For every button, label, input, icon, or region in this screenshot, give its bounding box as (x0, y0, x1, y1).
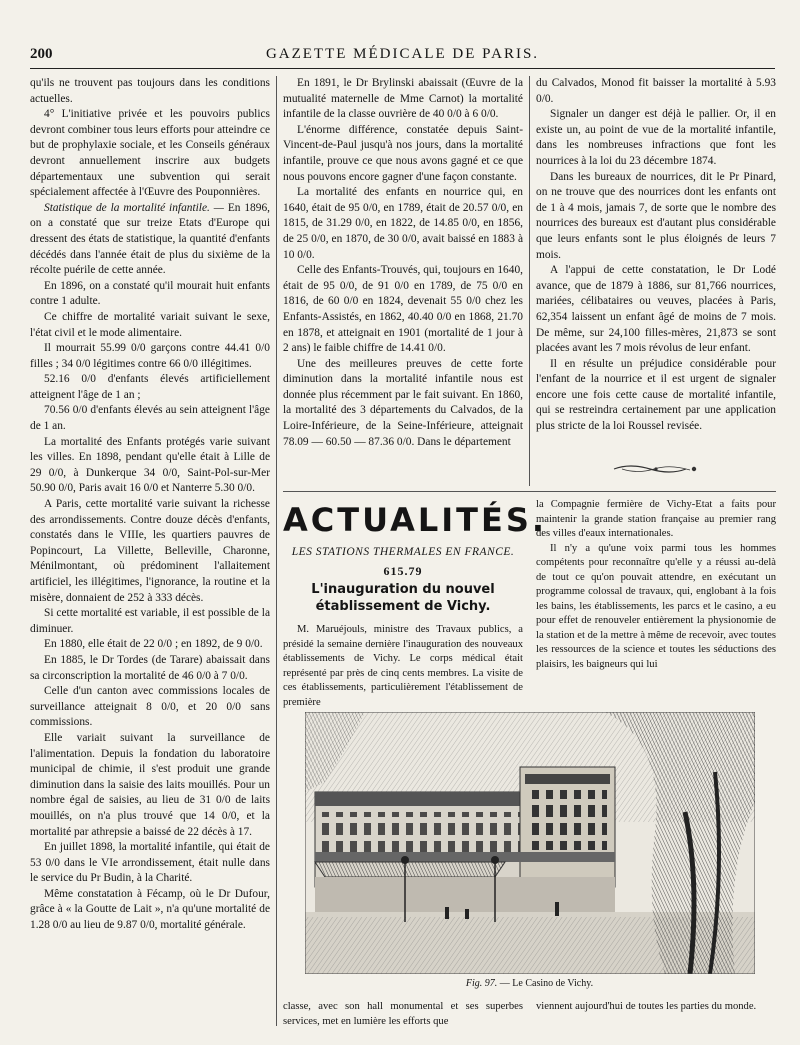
paragraph: Dans les bureaux de nourrices, dit le Pr Pinard, on ne trouve que des nourrices dont les enfants ont de 1 à 4 mois, jamais 7, de sorte que le nombre des nourrices des bureaux est d'autant plus considérable que leurs enfants sont le plus éloignés de leurs 7 mois. (536, 170, 776, 261)
article-body (283, 623, 523, 710)
paragraph: Il n'y a qu'une voix parmi tous les hommes compétents pour reconnaître qu'elle y a réussi au-delà de tout ce qu'on pouvait attendre, en exécutant un programme colossal de travaux, qui, englobant à la fois les bains, les établissements, les parcs et le casino, a eu pour effet de renouveler entièrement la physionomie de la station et de la mettre à même de recevoir, avec toutes les ressources de la science et toutes les séductions des plaisirs, les baigneurs qui lui (536, 542, 776, 670)
paragraph: A Paris, cette mortalité varie suivant la richesse des arrondissements. Contre douze décès d'enfants, constatés dans le VIIIe, les quartiers pauvres de Popincourt, La Villette, Belleville, Charonne, Ménilmontant, où prédominent l'allaitement artificiel, les illégitimes, l'ignorance, la routine et la misère, donnaient de 252 à 333 décès. (30, 498, 270, 604)
figure-label: Fig. 97. (465, 978, 498, 989)
section-divider (283, 491, 776, 492)
paragraph-text: En 1896, on a constaté que sur treize Etats d'Europe qui dressent des états de statistique, la quantité d'enfants décédés dans l'année était de plus du sixième de la récolte puérile de cette année. (30, 201, 270, 277)
paragraph: Elle variait suivant la surveillance de l'alimentation. Depuis la fondation du laboratoire municipal de chimie, il s'est produit une grande diminution dans la saisie des laits mouillés. Pour un nombre égal de saisies, au lieu de 31 0/0 de laits mouillés, on n'a plus trouvé que 14 0/0, et la mortalité par athrepsie a baissé de 22 décès à 17. (30, 731, 270, 838)
paragraph: 52.16 0/0 d'enfants élevés artificiellement atteignent l'âge de 1 an ; (30, 373, 270, 401)
article-headline: L'inauguration du nouvel établissement de Vichy. (311, 582, 495, 614)
page-header (30, 44, 775, 69)
paragraph: la Compagnie fermière de Vichy-Etat a faits pour maintenir la grande station française au premier rang des villes d'eaux internationales. (536, 499, 776, 539)
paragraph: La mortalité des Enfants protégés varie suivant les villes. En 1898, pendant qu'elle était à Lille de 29 0/0, à Dunkerque 34 0/0, Saint-Pol-sur-Mer 50.90 0/0, Paris avait 16 0/0 et Nanterre 5.30 0/0. (30, 435, 270, 495)
article-column-3 (536, 76, 776, 435)
section-heading: Statistique de la mortalité infantile. — (44, 201, 224, 214)
paragraph: M. Maruéjouls, ministre des Travaux publics, a présidé la semaine dernière l'inauguration des nouveaux établissements de Vichy. Le corps médical était représenté par près de cinq cents membres. La visite de ces établissements, particulièrement l'établissement de première (283, 624, 523, 708)
paragraph: Celle des Enfants-Trouvés, qui, toujours en 1640, était de 95 0/0, de 91 0/0 en 1789, de 75 0/0 en 1816, de 60 0/0 en 1824, devenait 55 0/0 chez les Enfants-Assistés, en 1862, 40.40 0/0 en 1868, 21.70 en 1878, et atteignait en 1901 (mortalité de 1 jour à 2 ans) le faible chiffre de 14.41 0/0. (283, 264, 523, 355)
section-subtitle: LES STATIONS THERMALES EN FRANCE. (291, 546, 515, 558)
article-column-3-lower (536, 498, 776, 672)
paragraph (30, 201, 270, 279)
paragraph: du Calvados, Monod fit baisser la mortalité à 5.93 0/0. (536, 77, 776, 105)
paragraph: Il mourrait 55.99 0/0 garçons contre 44.41 0/0 filles ; 34 0/0 légitimes contre 66 0/0 illégitimes. (30, 342, 270, 370)
section-title: ACTUALITÉS. (283, 501, 548, 539)
paragraph: classe, avec son hall monumental et ses superbes services, met en lumière les efforts que (283, 1001, 523, 1027)
paragraph: Si cette mortalité est variable, il est possible de la diminuer. (30, 607, 270, 635)
paragraph: Signaler un danger est déjà le pallier. Or, il en existe un, au point de vue de la mortalité infantile, dans les nombreuses infractions que font les nourrices à la loi du 23 décembre 1874. (536, 108, 776, 167)
paragraph: En 1885, le Dr Tordes (de Tarare) abaissait dans sa circonscription la mortalité de 46 0/0 à 7 0/0. (30, 653, 270, 682)
paragraph: viennent aujourd'hui de toutes les parties du monde. (536, 1001, 757, 1012)
article-column-3-bottom (536, 1000, 776, 1015)
article-column-2 (283, 76, 523, 450)
figure-caption (283, 978, 776, 989)
casino-engraving-image (305, 712, 755, 974)
paragraph: Il en résulte un préjudice considérable pour l'enfant de la nourrice et il est urgent de signaler encore une fois cette cause de mortalité infantile, qui se restreindra certainement par une application plus stricte de la loi Roussel revisée. (536, 357, 776, 433)
page-number: 200 (30, 46, 53, 62)
figure-caption-text: — Le Casino de Vichy. (499, 978, 594, 989)
paragraph: Une des meilleures preuves de cette forte diminution dans la mortalité infantile nous est donnée plus récemment par le fait suivant. En 1860, la mortalité des 3 départements du Calvados, de la Loire-Inférieure, de la Seine-Inférieure, atteignait 78.09 — 60.50 — 87.36 0/0. Dans le département (283, 357, 523, 448)
paragraph: 70.56 0/0 d'enfants élevés au sein atteignent l'âge de 1 an. (30, 404, 270, 433)
paragraph: Celle d'un canton avec commissions locales de surveillance atteignait 8 0/0, et 20 0/0 sans commissions. (30, 685, 270, 729)
paragraph: En juillet 1898, la mortalité infantile, qui était de 53 0/0 dans le VIe arrondissement, était nulle dans le service du Pr Budin, à la Charité. (30, 841, 270, 885)
column-divider (529, 76, 530, 486)
paragraph: En 1880, elle était de 22 0/0 ; en 1892, de 9 0/0. (44, 638, 263, 651)
paragraph: En 1891, le Dr Brylinski abaissait (Œuvre de la mutualité maternelle de Mme Carnot) la mortalité infantile de la classe ouvrière de 40 0/0 à 6 0/0. (283, 77, 523, 121)
paragraph: A l'appui de cette constatation, le Dr Lodé avance, que de 1879 à 1886, sur 81,766 nourrices, mariées, célibataires ou veuves, placées à Paris, 62,354 laissent un enfant âgé de moins de 7 mois. De même, sur 24,100 filles-mères, 21,873 se sont placées avant les 7 mois révolus de leur enfant. (536, 264, 776, 355)
actualites-section (283, 498, 548, 710)
article-column-1 (30, 76, 270, 934)
paragraph: En 1896, on a constaté qu'il mourait huit enfants contre 1 adulte. (30, 279, 270, 308)
paragraph: Ce chiffre de mortalité variait suivant le sexe, l'état civil et le mode alimentaire. (30, 310, 270, 339)
paragraph: Même constatation à Fécamp, où le Dr Dufour, grâce à « la Goutte de Lait », n'a qu'une mortalité de 1.28 0/0 au lieu de 9.87 0/0, mortalité générale. (30, 887, 270, 932)
column-divider (276, 76, 277, 1026)
classification-code: 615.79 (383, 564, 423, 578)
paragraph: 4° L'initiative privée et les pouvoirs publics devront combiner tous leurs efforts pour atteindre ce but de prophylaxie sociale, et les Conseils généraux devront annuellement inscrire aux budgets départementaux une subvention qui serait spécialement affectée à l'Œuvre des Pouponnières. (30, 108, 270, 199)
article-column-2-bottom (283, 1000, 523, 1029)
paragraph: L'énorme différence, constatée depuis Saint-Vincent-de-Paul jusqu'à nos jours, dans la mortalité infantile, prouve ce que nous avons gagné et ce que nous pouvons encore gagner d'une façon constante. (283, 123, 523, 183)
ornament-icon (610, 462, 700, 476)
journal-title: GAZETTE MÉDICALE DE PARIS. (265, 46, 540, 62)
paragraph: qu'ils ne trouvent pas toujours dans les conditions actuelles. (30, 77, 270, 105)
paragraph: La mortalité des enfants en nourrice qui, en 1640, était de 95 0/0, en 1789, était de 20.57 0/0, en 1815, de 31.29 0/0, en 1822, de 14.85 0/0, en 1856, de 25 0/0, en 1870, de 30 0/0, avait baissé en 1883 à 10 0/0. (283, 186, 523, 261)
